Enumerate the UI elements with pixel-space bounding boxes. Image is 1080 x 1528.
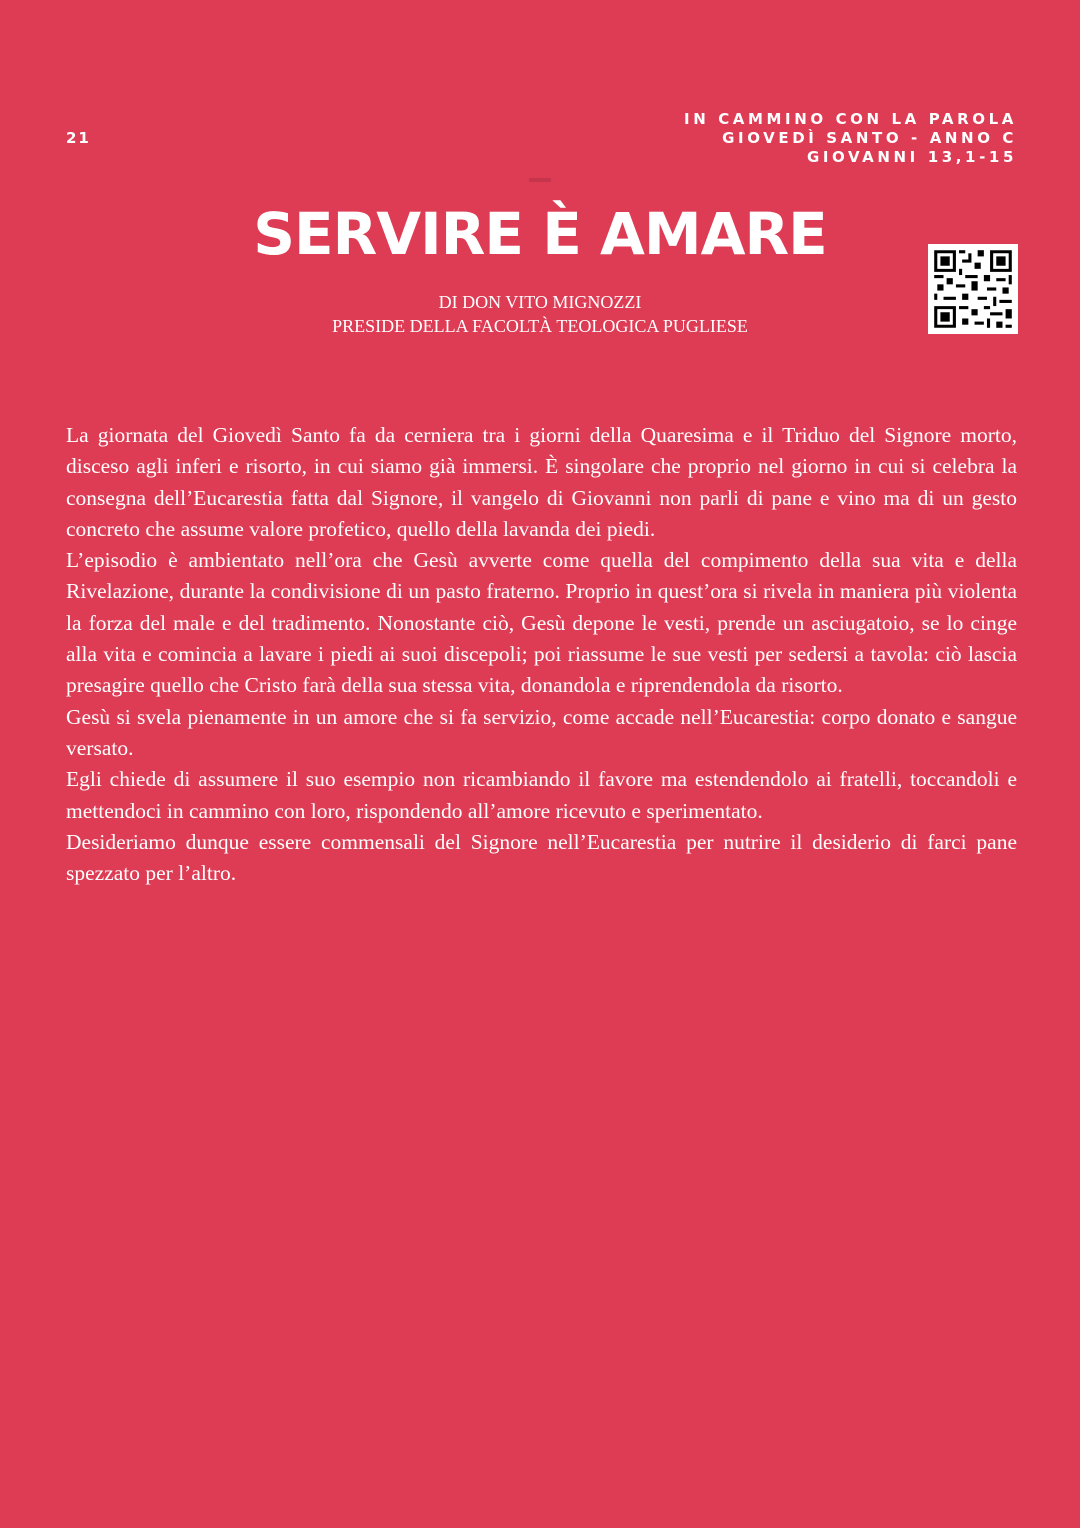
header xyxy=(684,110,1017,167)
header-day: GIOVEDÌ SANTO - ANNO C xyxy=(722,129,1017,147)
header-series: IN CAMMINO CON LA PAROLA xyxy=(684,110,1017,128)
byline xyxy=(0,290,1080,338)
author-role: PRESIDE DELLA FACOLTÀ TEOLOGICA PUGLIESE xyxy=(332,316,748,336)
qr-code-icon[interactable] xyxy=(928,244,1018,334)
paragraph: L’episodio è ambientato nell’ora che Gesù avverte come quella del compimento della sua vita e della Rivelazione, durante la condivisione di un pasto fraterno. Proprio in quest’ora si rivela in maniera più violenta la forza del male e del tradimento. Nonostante ciò, Gesù depone le vesti, prende un asciugatoio, se lo cinge alla vita e comincia a lavare i piedi ai suoi discepoli; poi riassume le sue vesti per sedersi a tavola: ciò lascia presagire quello che Cristo farà della sua stessa vita, donandola e riprendendola da risorto. xyxy=(66,548,1017,698)
header-reference: GIOVANNI 13,1-15 xyxy=(806,148,1017,166)
paragraph: Egli chiede di assumere il suo esempio non ricambiando il favore ma estendendolo ai fratelli, toccandoli e mettendoci in cammino con loro, rispondendo all’amore ricevuto e sperimentato. xyxy=(66,767,1017,823)
article-body xyxy=(66,420,1017,889)
paragraph: La giornata del Giovedì Santo fa da cerniera tra i giorni della Quaresima e il Triduo del Signore morto, disceso agli inferi e risorto, in cui siamo già immersi. È singolare che proprio nel giorno in cui si celebra la consegna dell’Eucarestia fatta dal Signore, il vangelo di Giovanni non parli di pane e vino ma di un gesto concreto che assume valore profetico, quello della lavanda dei piedi. xyxy=(66,423,1017,541)
page-number: 21 xyxy=(66,129,91,147)
paragraph: Desideriamo dunque essere commensali del Signore nell’Eucarestia per nutrire il desiderio di farci pane spezzato per l’altro. xyxy=(66,829,1017,886)
divider xyxy=(529,178,551,182)
author: DI DON VITO MIGNOZZI xyxy=(438,292,642,312)
paragraph: Gesù si svela pienamente in un amore che si fa servizio, come accade nell’Eucarestia: corpo donato e sangue versato. xyxy=(66,704,1017,760)
page-title: SERVIRE È AMARE xyxy=(253,200,827,268)
